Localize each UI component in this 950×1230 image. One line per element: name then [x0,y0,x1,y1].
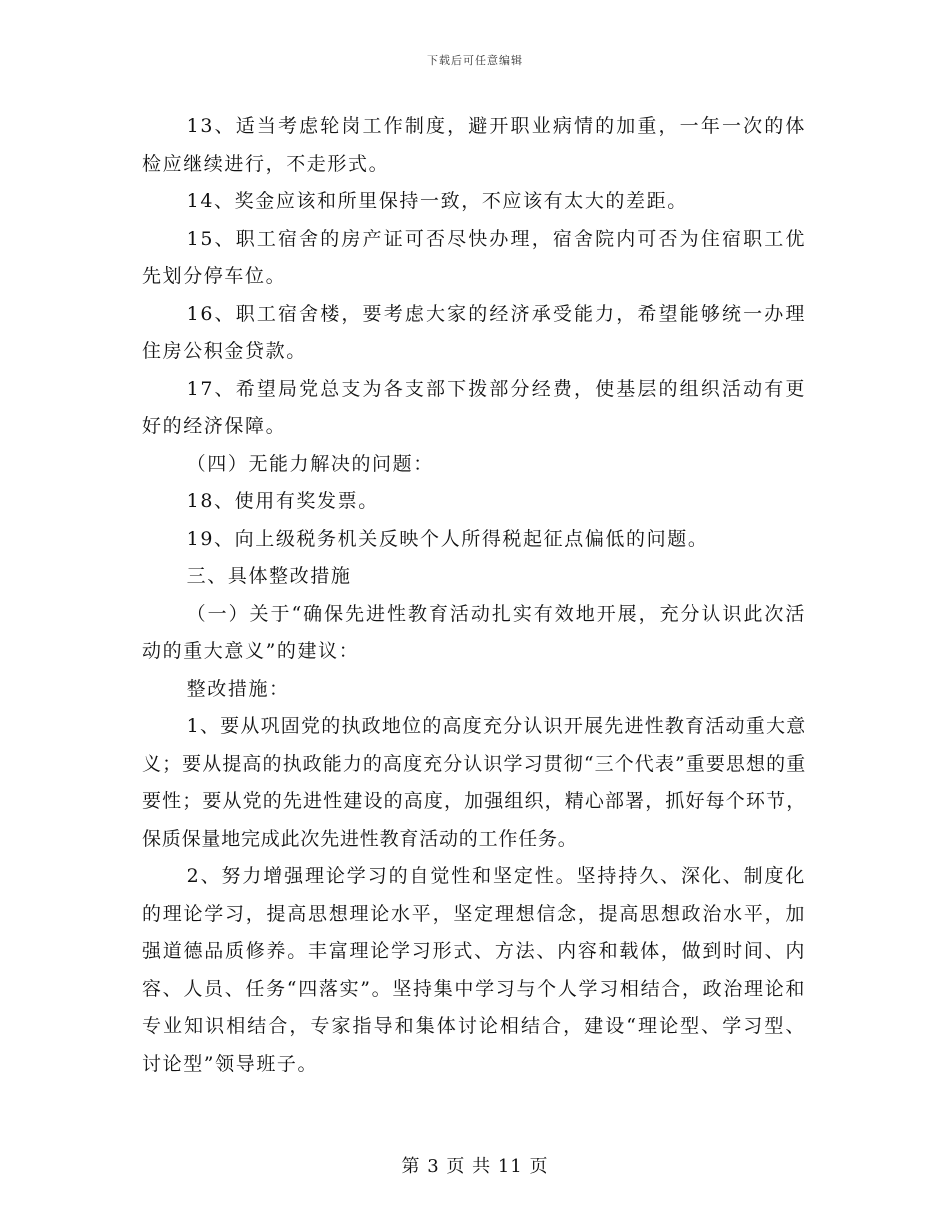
page-number-footer: 第 3 页 共 11 页 [401,1156,549,1177]
subsection-heading-suggestion: （一）关于“确保先进性教育活动扎实有效地开展，充分认识此次活动的重大意义”的建议： [142,602,806,662]
document-body [142,108,806,1083]
section-heading-measures: 三、具体整改措施 [186,565,352,587]
measure-item-2: 2、努力增强理论学习的自觉性和坚定性。坚持持久、深化、制度化的理论学习，提高思想理论水平，坚定理想信念，提高思想政治水平，加强道德品质修养。丰富理论学习形式、方法、内容和载体，做到时间、内容、人员、任务“四落实”。坚持集中学习与个人学习相结合，政治理论和专业知识相结合，专家指导和集体讨论相结合，建设“理论型、学习型、讨论型”领导班子。 [142,865,806,1075]
measures-label: 整改措施： [186,677,290,700]
paragraph-item-15: 15、职工宿舍的房产证可否尽快办理，宿舍院内可否为住宿职工优先划分停车位。 [142,227,806,287]
paragraph-item-17: 17、希望局党总支为各支部下拨部分经费，使基层的组织活动有更好的经济保障。 [142,377,806,437]
paragraph-item-16: 16、职工宿舍楼，要考虑大家的经济承受能力，希望能够统一办理住房公积金贷款。 [142,302,806,362]
measure-item-1: 1、要从巩固党的执政地位的高度充分认识开展先进性教育活动重大意义；要从提高的执政能力的高度充分认识学习贯彻“三个代表”重要思想的重要性；要从党的先进性建设的高度，加强组织，精心部署，抓好每个环节，保质保量地完成此次先进性教育活动的工作任务。 [142,715,806,850]
paragraph-item-19: 19、向上级税务机关反映个人所得税起征点偏低的问题。 [186,527,709,550]
paragraph-item-18: 18、使用有奖发票。 [186,490,379,512]
section-heading-unsolvable: （四）无能力解决的问题： [186,452,434,475]
page-header-note: 下载后可任意编辑 [427,54,523,67]
paragraph-item-13: 13、适当考虑轮岗工作制度，避开职业病情的加重，一年一次的体检应继续进行，不走形式。 [142,115,806,175]
paragraph-item-14: 14、奖金应该和所里保持一致，不应该有太大的差距。 [186,190,688,212]
